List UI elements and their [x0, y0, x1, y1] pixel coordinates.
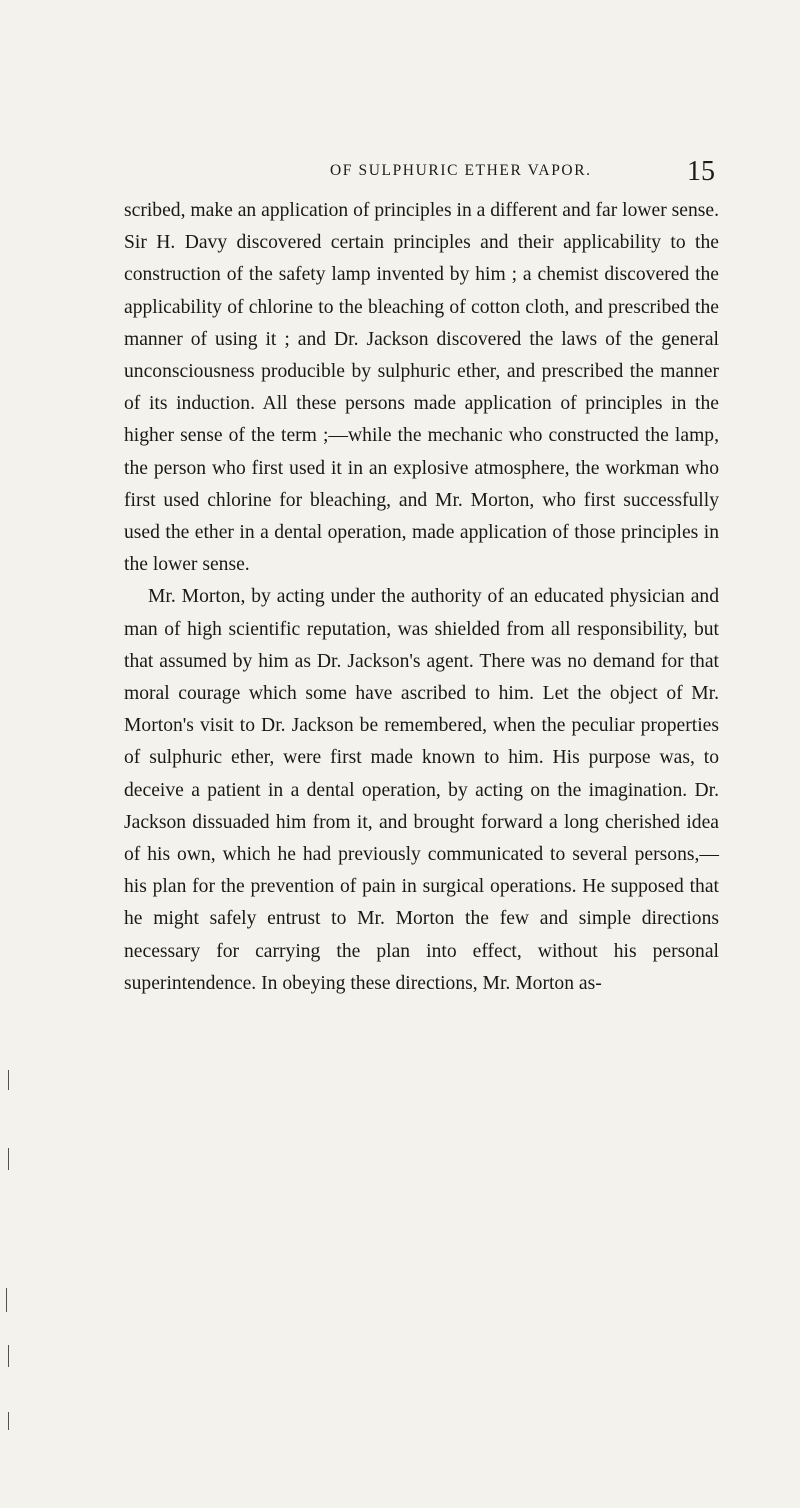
binding-mark [8, 1345, 9, 1367]
running-title: OF SULPHURIC ETHER VAPOR. [330, 162, 592, 179]
paragraph-1: scribed, make an application of principles in a different and far lower sense. Sir H. Davy discovered certain principles and their applicability to the construction of the safety lamp invented by him ; a chemist discovered the applicability of chlorine to the bleaching of cotton cloth, and prescribed the manner of using it ; and Dr. Jackson discovered the laws of the general unconsciousness producible by sulphuric ether, and prescribed the manner of its induction. All these persons made application of principles in the higher sense of the term ;—while the mechanic who constructed the lamp, the person who first used it in an explosive atmosphere, the workman who first used chlorine for bleaching, and Mr. Morton, who first successfully used the ether in a dental operation, made application of those principles in the lower sense. [124, 200, 719, 576]
binding-mark [8, 1070, 9, 1090]
body-text [124, 195, 719, 1000]
paragraph-2: Mr. Morton, by acting under the authority of an educated physician and man of high scientific reputation, was shielded from all responsibility, but that assumed by him as Dr. Jackson's agent. There was no demand for that moral courage which some have ascribed to him. Let the object of Mr. Morton's visit to Dr. Jackson be remembered, when the peculiar properties of sulphuric ether, were first made known to him. His purpose was, to deceive a patient in a dental operation, by acting on the imagination. Dr. Jackson dissuaded him from it, and brought forward a long cherished idea of his own, which he had previously communicated to several persons,—his plan for the prevention of pain in surgical operations. He supposed that he might safely entrust to Mr. Morton the few and simple directions necessary for carrying the plan into effect, without his personal superintendence. In obeying these directions, Mr. Morton as- [124, 586, 719, 994]
binding-edge-marks [0, 0, 20, 1508]
binding-mark [8, 1412, 9, 1430]
running-head [123, 158, 715, 188]
binding-mark [6, 1288, 7, 1312]
page-number: 15 [687, 156, 715, 187]
binding-mark [8, 1148, 9, 1170]
